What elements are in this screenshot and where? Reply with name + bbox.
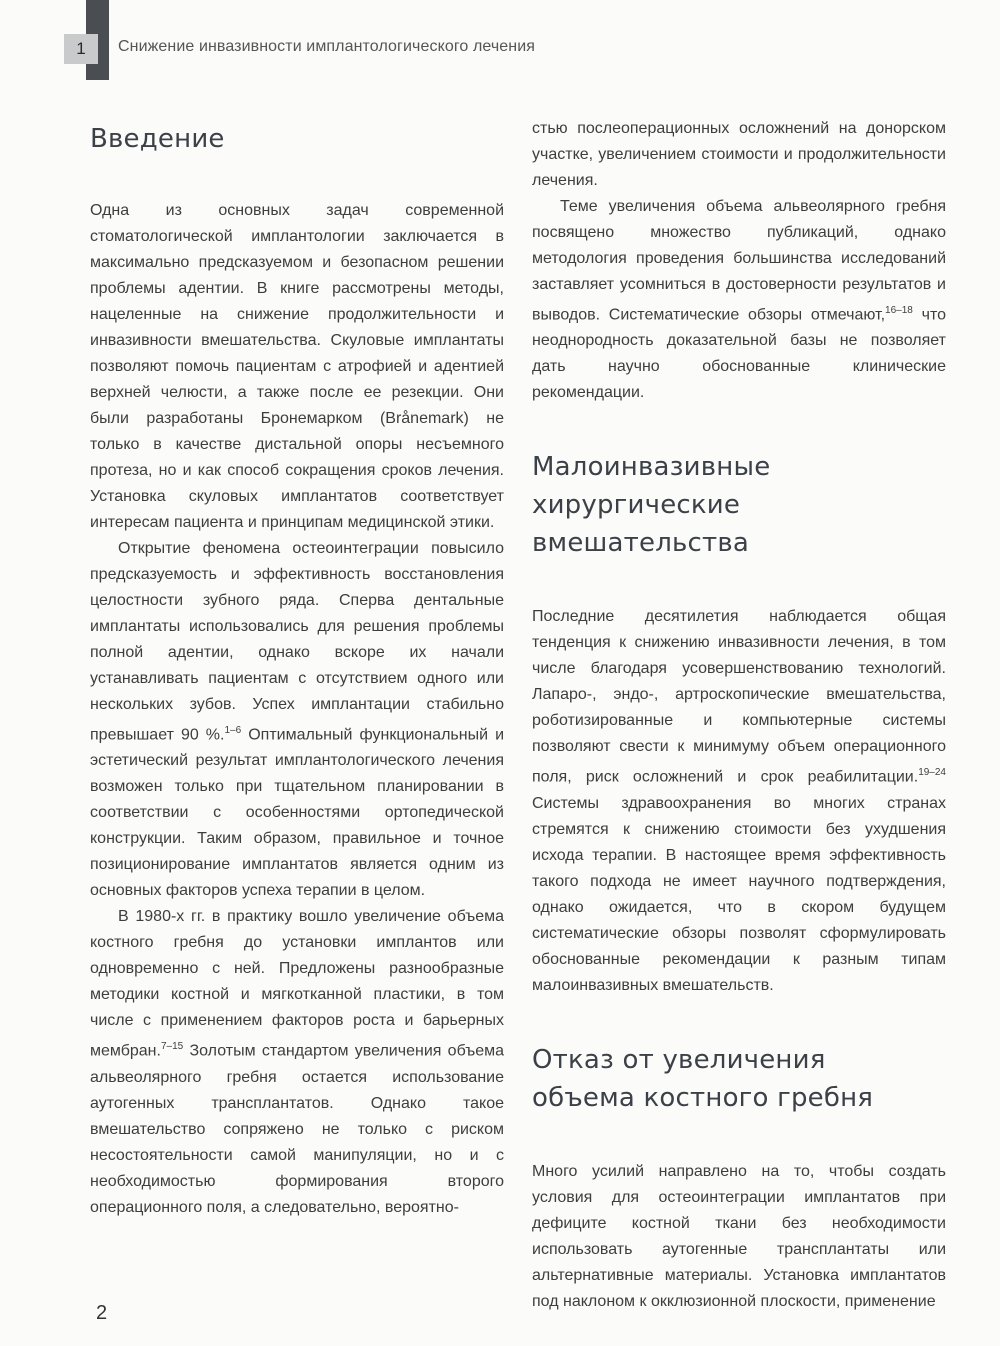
paragraph: стью послеоперационных осложнений на донорском участке, увеличением стоимости и продолжительности лечения. xyxy=(532,120,946,189)
citation-ref: 7–15 xyxy=(160,1041,184,1053)
chapter-number-badge: 1 xyxy=(64,34,98,64)
right-column xyxy=(532,116,946,1315)
paragraph: В 1980-х гг. в практику вошло увеличение объема костного гребня до установки имплантов или одновременно с ней. Предложены разнообразные методики костной и мягкотканной пластики, в том числе с применением факторов роста и барьерных мембран.$^{7-15}$ Золотым стандартом увеличения объема альвеолярного гребня остается использование аутогенных трансплантатов. Однако такое вмешательство сопряжено не только с риском несостоятельности самой манипуляции, но и с необходимостью формирования второго операционного поля, а следовательно, вероятно- xyxy=(90,908,504,1216)
citation-ref: 1–6 xyxy=(224,725,242,736)
citation-ref: 19–24 xyxy=(918,767,946,779)
page-number: 2 xyxy=(96,1302,108,1324)
paragraph: Открытие феномена остеоинтеграции повысило предсказуемость и эффективность восстановления целостности зубного ряда. Сперва дентальные имплантаты использовались для решения проблемы полной адентии, однако вскоре их начали устанавливать пациентам с отсутствием одного или нескольких зубов. Успех имплантации стабильно превышает 90 %.$^{1-6}$ Оптимальный функциональный и эстетический результат имплантологического лечения возможен только при тщательном планировании в соответствии с особенностями ортопедической конструкции. Таким образом, правильное и точное позиционирование имплантатов является одним из основных факторов успеха терапии в целом. xyxy=(90,540,505,900)
paragraph: Много усилий направлено на то, чтобы создать условия для остеоинтеграции имплантатов при дефиците костной ткани без необходимости использовать аутогенные трансплантаты или альтернативные материалы. Установка имплантатов под наклоном к окклюзионной плоскости, применение xyxy=(532,1162,946,1310)
section-heading-refusal-augmentation: Отказ от увеличения объема костного гребня xyxy=(532,1044,874,1113)
paragraph: Одна из основных задач современной стоматологической имплантологии заключается в максимально предсказуемом и безопасном решении проблемы адентии. В книге рассмотрены методы, нацеленные на снижение продолжительности и инвазивности вмешательства. Скуловые имплантаты позволяют помочь пациентам с атрофией и адентией верхней челюсти, а также после ее резекции. Они были разработаны Бронемарком (Brånemark) не только в качестве дистальной опоры несъемного протеза, но и как способ сокращения сроков лечения. Установка скуловых имплантатов соответствует интересам пациента и принципам медицинской этики. xyxy=(90,202,504,531)
section-heading-intro: Введение xyxy=(90,124,225,154)
running-title: Снижение инвазивности имплантологического лечения xyxy=(118,38,536,55)
left-column xyxy=(90,198,504,1221)
section-heading-minimally-invasive: Малоинвазивные хирургические вмешательства xyxy=(532,452,771,559)
paragraph: Теме увеличения объема альвеолярного гребня посвящено множество публикаций, однако методология проведения большинства исследований заставляет усомниться в достоверности результатов и выводов. Систематические обзоры отмечают,$^{16-18}$ что неоднородность доказательной базы не позволяет дать научно обоснованные клинические рекомендации. xyxy=(532,198,946,402)
citation-ref: 16–18 xyxy=(885,305,913,316)
paragraph: Последние десятилетия наблюдается общая тенденция к снижению инвазивности лечения, в том числе благодаря усовершенствованию технологий. Лапаро-, эндо-, артроскопические вмешательства, роботизированные и компьютерные системы позволяют свести к минимуму объем операционного поля, риск осложнений и срок реабилитации.$^{19-24}$ Системы здравоохранения во многих странах стремятся к снижению стоимости без ухудшения исхода терапии. В настоящее время эффективность такого подхода не имеет научного подтверждения, однако ожидается, что в скором будущем систематические обзоры позволят сформулировать обоснованные рекомендации к разным типам малоинвазивных вмешательств. xyxy=(532,608,946,994)
